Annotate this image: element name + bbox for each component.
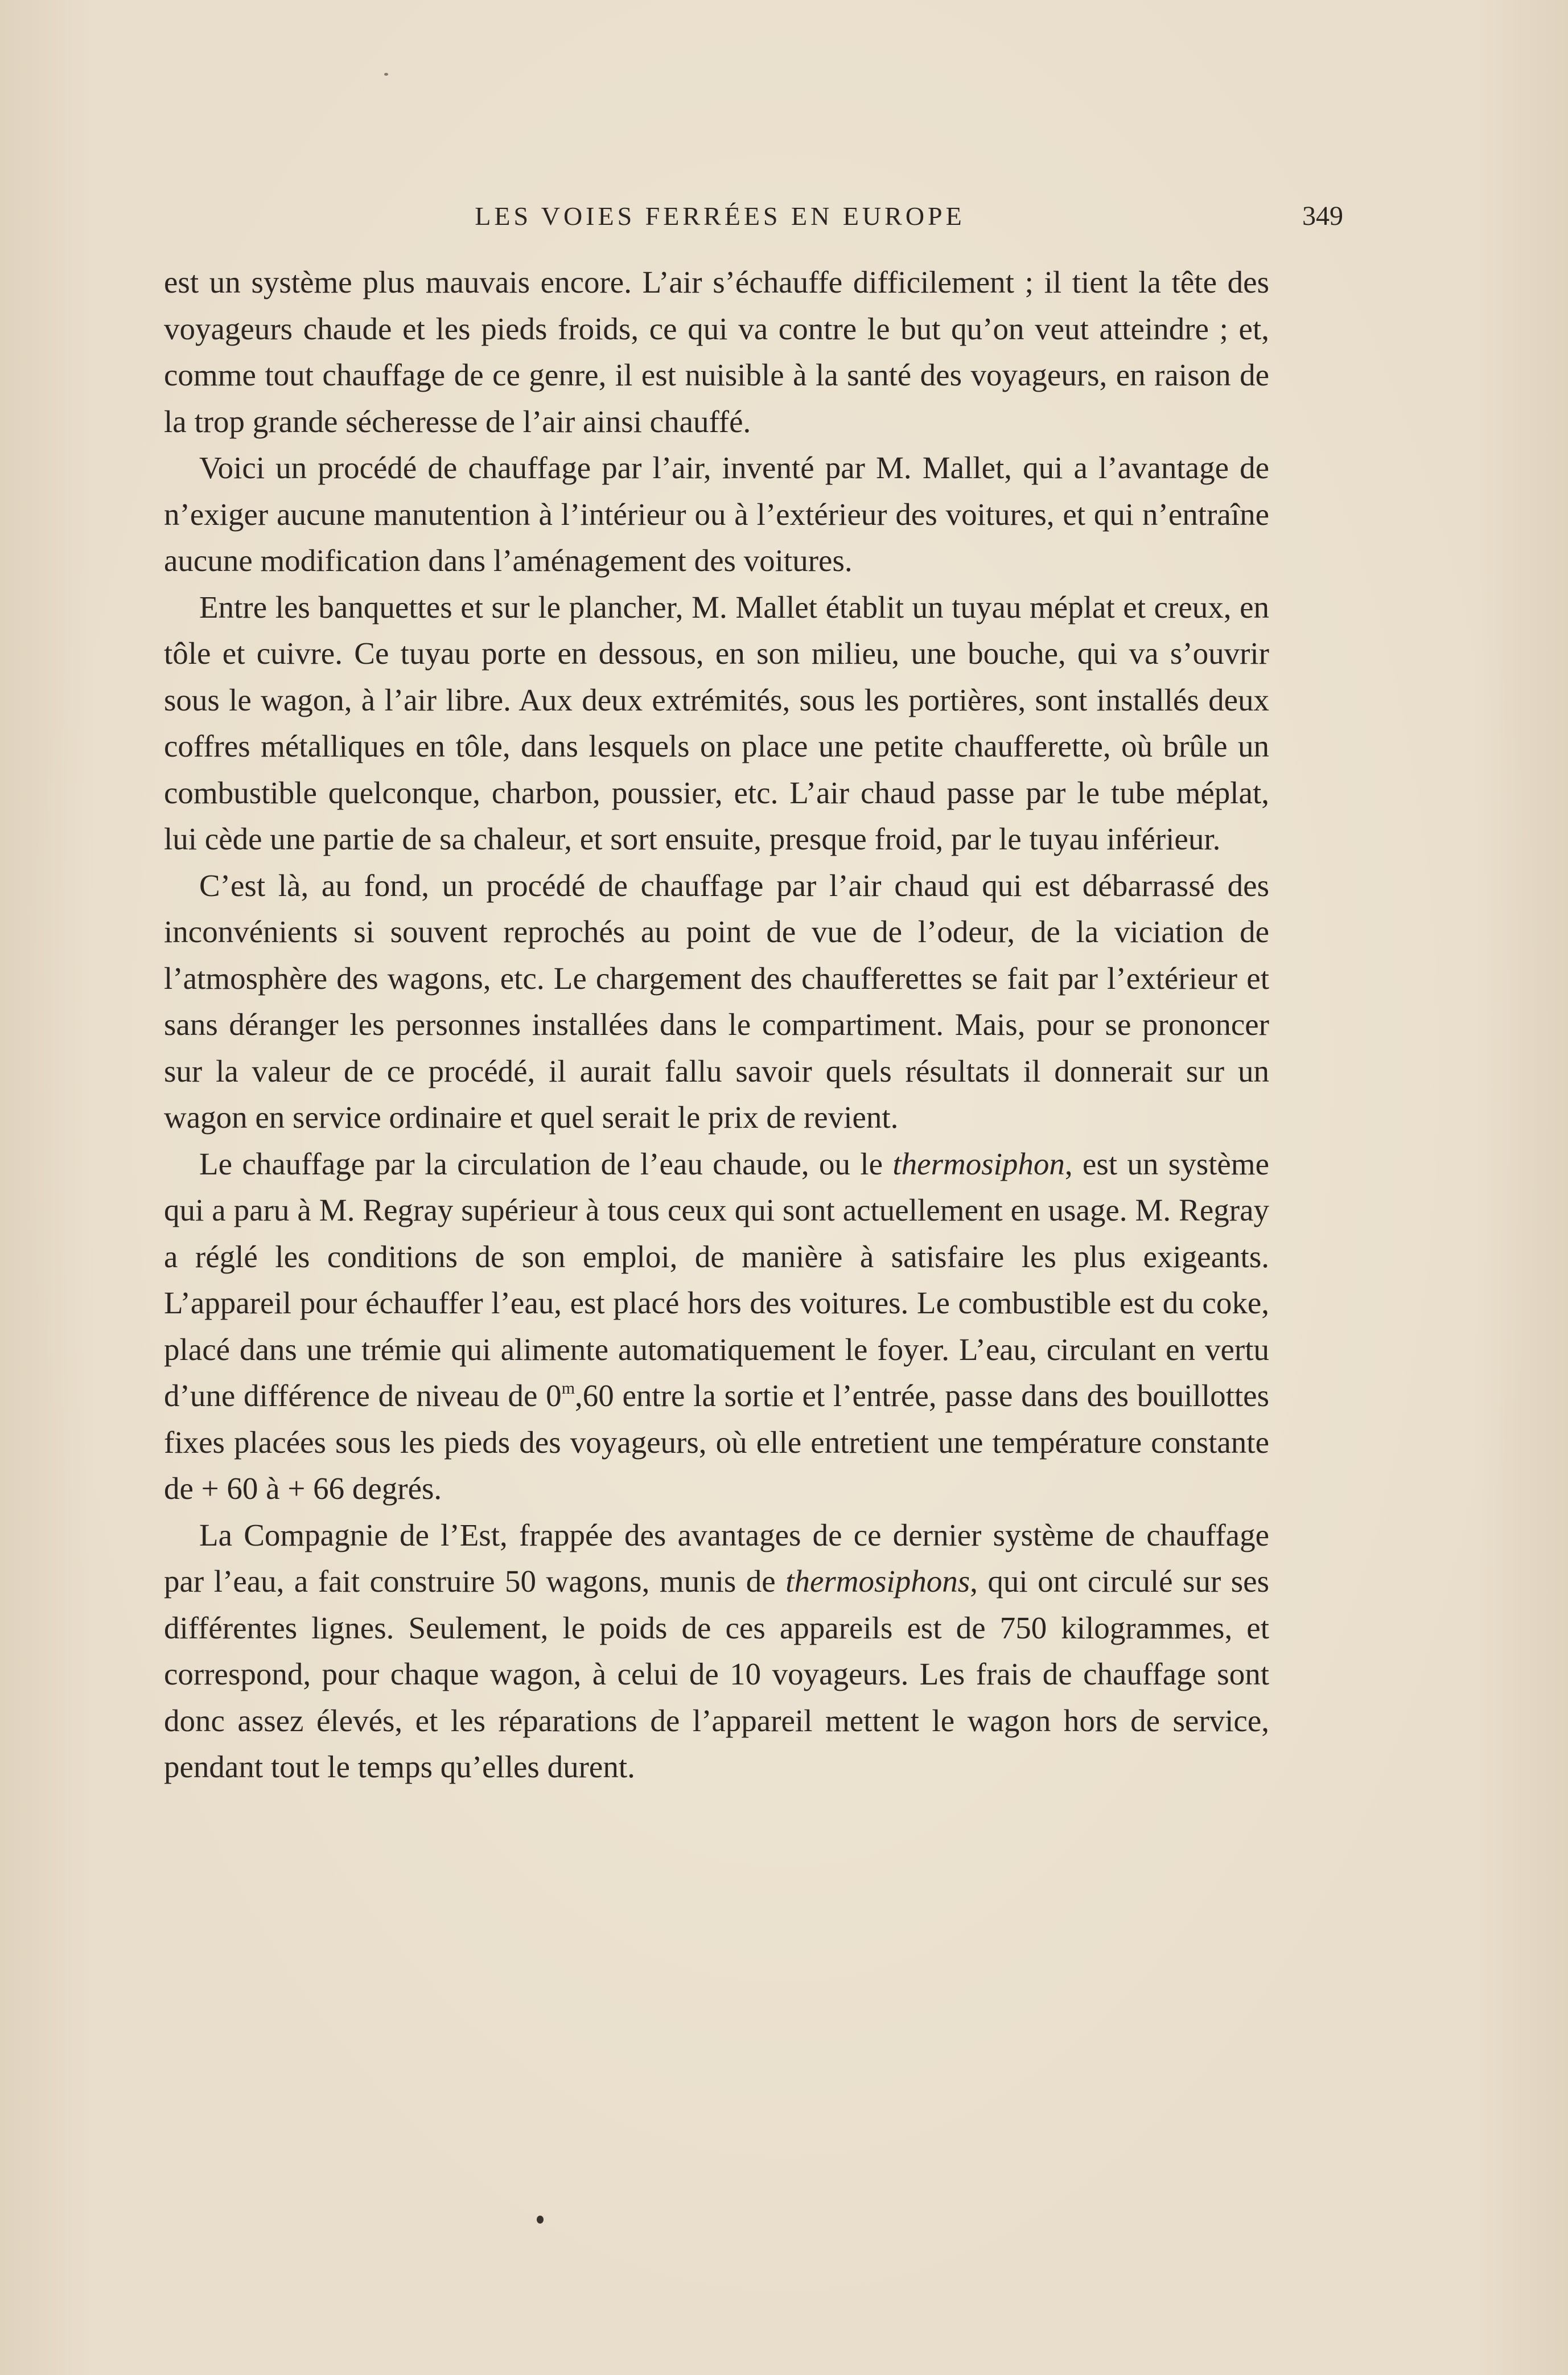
paragraph-4: C’est là, au fond, un procédé de chauffage par l’air chaud qui est débarrassé des inconvénients si souvent reprochés au point de vue de l’odeur, de la viciation de l’atmosphère des wagons, etc. Le chargement des chaufferettes se fait par l’extérieur et sans déranger les personnes installées dans le compartiment. Mais, pour se prononcer sur la valeur de ce procédé, il aurait fallu savoir quels résultats il donnerait sur un wagon en service ordinaire et quel serait le prix de revient. — [164, 868, 1269, 1135]
running-title: LES VOIES FERRÉES EN EUROPE — [475, 202, 965, 231]
paragraph-5-text-c: ,60 entre la sortie et l’entrée, passe dans des bouillottes fixes placées sous les pieds des voyageurs, où elle entretient une température constante de + 60 à + 66 degrés. — [164, 1378, 1269, 1506]
running-head — [165, 196, 1343, 236]
paragraph-2: Voici un procédé de chauffage par l’air, inventé par M. Mallet, qui a l’avantage de n’exiger aucune manutention à l’intérieur ou à l’extérieur des voitures, et qui n’entraîne aucune modification dans l’aménagement des voitures. — [164, 450, 1269, 578]
ink-speck — [537, 2216, 544, 2224]
paragraph-6-text-b: , qui ont circulé sur ses différentes lignes. Seulement, le poids de ces appareils est de 750 kilogrammes, et correspond, pour chaque wagon, à celui de 10 voyageurs. Les frais de chauffage sont donc assez élevés, et les réparations de l’appareil mettent le wagon hors de service, pendant tout le temps qu’elles durent. — [164, 1564, 1269, 1784]
paragraph-5-text-b: , est un système qui a paru à M. Regray supérieur à tous ceux qui sont actuellement en usage. M. Regray a réglé les conditions de son emploi, de manière à satisfaire les plus exigeants. L’appareil pour échauffer l’eau, est placé hors des voitures. Le combustible est du coke, placé dans une trémie qui alimente automatiquement le foyer. L’eau, circulant en vertu d’une différence de niveau de 0 — [164, 1146, 1269, 1413]
term-thermosiphon: thermosiphon — [892, 1146, 1065, 1181]
paragraph-5-text-a: Le chauffage par la circulation de l’eau chaude, ou le — [199, 1146, 893, 1181]
body-text — [164, 259, 1269, 1790]
paragraph-3: Entre les banquettes et sur le plancher, M. Mallet établit un tuyau méplat et creux, en tôle et cuivre. Ce tuyau porte en dessous, en son milieu, une bouche, qui va s’ouvrir sous le wagon, à l’air libre. Aux deux extrémités, sous les portières, sont installés deux coffres métalliques en tôle, dans lesquels on place une petite chaufferette, où brûle un combustible quelconque, charbon, poussier, etc. L’air chaud passe par le tube méplat, lui cède une partie de sa chaleur, et sort ensuite, presque froid, par le tuyau inférieur. — [164, 589, 1269, 856]
ink-speck — [384, 73, 388, 76]
term-thermosiphons: thermosiphons — [785, 1564, 970, 1599]
unit-superscript: m — [561, 1379, 575, 1398]
paragraph-1: est un système plus mauvais encore. L’air s’échauffe difficilement ; il tient la tête des voyageurs chaude et les pieds froids, ce qui va contre le but qu’on veut atteindre ; et, comme tout chauffage de ce genre, il est nuisible à la santé des voyageurs, en raison de la trop grande sécheresse de l’air ainsi chauffé. — [164, 265, 1269, 439]
paragraph-5 — [164, 1141, 1269, 1512]
paragraph-6-text-a: La Compagnie de l’Est, frappée des avantages de ce dernier système de chauffage par l’eau, a fait construire 50 wagons, munis de — [164, 1517, 1269, 1599]
page-number: 349 — [1302, 201, 1343, 231]
paragraph-6 — [164, 1512, 1269, 1790]
